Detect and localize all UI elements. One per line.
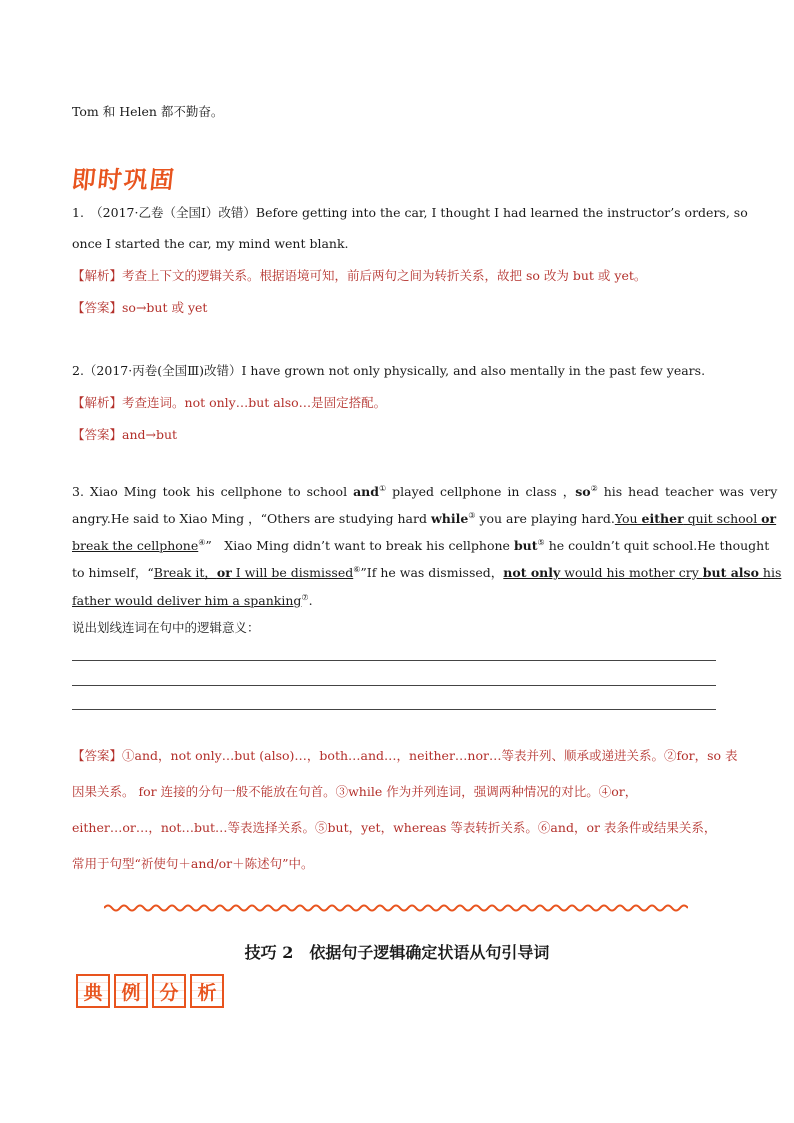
mark-5: ⑤: [537, 537, 545, 547]
banner-char-4: 析: [190, 974, 224, 1008]
q3-answer-line4: 常用于句型“祈使句＋and/or＋陈述句”中。: [72, 856, 314, 871]
conjunction-either: either: [641, 511, 684, 526]
passage-text: he couldn’t quit school.He thought: [544, 538, 770, 553]
underlined-clause-7a: [503, 565, 781, 580]
passage-text: quit school: [683, 511, 762, 526]
passage-text: ” Xiao Ming didn’t want to break his cellphone: [205, 538, 514, 553]
passage-text: his: [758, 565, 782, 580]
passage-text: .: [308, 593, 313, 608]
passage-text: his head teacher was very: [597, 484, 778, 499]
q1-line1: 1. （2017·乙卷（全国Ⅰ）改错）Before getting into the car, I thought I had learned the instructor’s orders, so: [72, 205, 748, 220]
section-title: 技巧 2 依据句子逻辑确定状语从句引导词: [244, 943, 550, 962]
q3-answer-line2: 因果关系。 for 连接的分句一般不能放在句首。③while 作为并列连词，强调两种情况的对比。④or，: [72, 784, 638, 799]
underlined-clause-7b: father would deliver him a spanking: [72, 593, 302, 608]
conjunction-so: so: [575, 484, 591, 499]
mark-6: ⑥: [353, 564, 361, 574]
q3-line1: [72, 483, 778, 501]
q1-answer: [72, 299, 722, 317]
analysis-tag: 【解析】: [72, 268, 123, 283]
conjunction-or-2: or: [216, 565, 232, 580]
q3-line4: [72, 564, 782, 582]
answer-text: so→but 或 yet: [122, 300, 208, 315]
q2-analysis: [72, 394, 722, 412]
answer-text: and→but: [122, 427, 178, 442]
q1-analysis: [72, 267, 722, 285]
passage-text: ”If he was dismissed，: [360, 565, 504, 580]
underlined-clause-4b: break the cellphone: [72, 538, 199, 553]
q1-line2: once I started the car, my mind went blank.: [72, 236, 349, 251]
q3-line2: [72, 510, 777, 528]
banner-char-2: 例: [114, 974, 148, 1008]
answer-text: ①and，not only…but (also)…，both…and…，neither…nor…等表并列、顺承或递进关系。②for，so 表: [122, 748, 738, 763]
answer-tag: 【答案】: [72, 300, 123, 315]
q3-answer-line3: either…or…，not…but…等表选择关系。⑤but，yet，whereas 等表转折关系。⑥and，or 表条件或结果关系，: [72, 820, 717, 835]
answer-tag: 【答案】: [72, 748, 123, 763]
banner-char-3: 分: [152, 974, 186, 1008]
passage-text: Break it，: [153, 565, 217, 580]
example-analysis-banner: [76, 974, 224, 1008]
answer-tag: 【答案】: [72, 427, 123, 442]
q3-line5: [72, 592, 722, 610]
conjunction-and: and: [353, 484, 379, 499]
top-note: Tom 和 Helen 都不勤奋。: [72, 104, 224, 119]
passage-text: played cellphone in class ，: [386, 484, 576, 499]
q3-prompt: 说出划线连词在句中的逻辑意义：: [72, 620, 260, 635]
passage-text: would his mother cry: [560, 565, 703, 580]
mark-1: ①: [379, 483, 387, 493]
underlined-clause-4a: [615, 511, 776, 526]
conjunction-not-only: not only: [503, 565, 561, 580]
answer-rule-1: [72, 660, 716, 661]
passage-text: you are playing hard.: [475, 511, 615, 526]
mark-2: ②: [590, 483, 598, 493]
passage-text: You: [614, 511, 642, 526]
conjunction-or: or: [761, 511, 777, 526]
answer-rule-2: [72, 685, 716, 686]
q2-line1: 2.（2017·丙卷(全国Ⅲ)改错）I have grown not only physically, and also mentally in the past few years.: [72, 363, 706, 378]
conjunction-but: but: [513, 538, 538, 553]
analysis-tag: 【解析】: [72, 395, 123, 410]
q3-line3: [72, 537, 770, 555]
conjunction-but-also: but also: [702, 565, 759, 580]
banner-char-1: 典: [76, 974, 110, 1008]
consolidate-title: 即时巩固: [70, 166, 178, 194]
q2-answer: [72, 426, 722, 444]
passage-text: angry.He said to Xiao Ming ，“Others are studying hard: [72, 511, 431, 526]
answer-rule-3: [72, 709, 716, 710]
analysis-text: 考查上下文的逻辑关系。根据语境可知，前后两句之间为转折关系，故把 so 改为 but 或 yet。: [122, 268, 647, 283]
mark-7: ⑦: [301, 592, 309, 602]
passage-text: Xiao Ming took his cellphone to school: [89, 484, 354, 499]
underlined-clause-6: [154, 565, 353, 580]
analysis-text: 考查连词。not only…but also…是固定搭配。: [122, 395, 387, 410]
q3-answer-line1: [72, 747, 738, 765]
mark-3: ③: [468, 510, 476, 520]
conjunction-while: while: [430, 511, 469, 526]
wave-divider: [104, 902, 688, 914]
passage-text: to himself，“: [72, 565, 154, 580]
passage-text: I will be dismissed: [231, 565, 354, 580]
mark-4: ④: [198, 537, 206, 547]
q3-number: 3.: [72, 484, 84, 499]
